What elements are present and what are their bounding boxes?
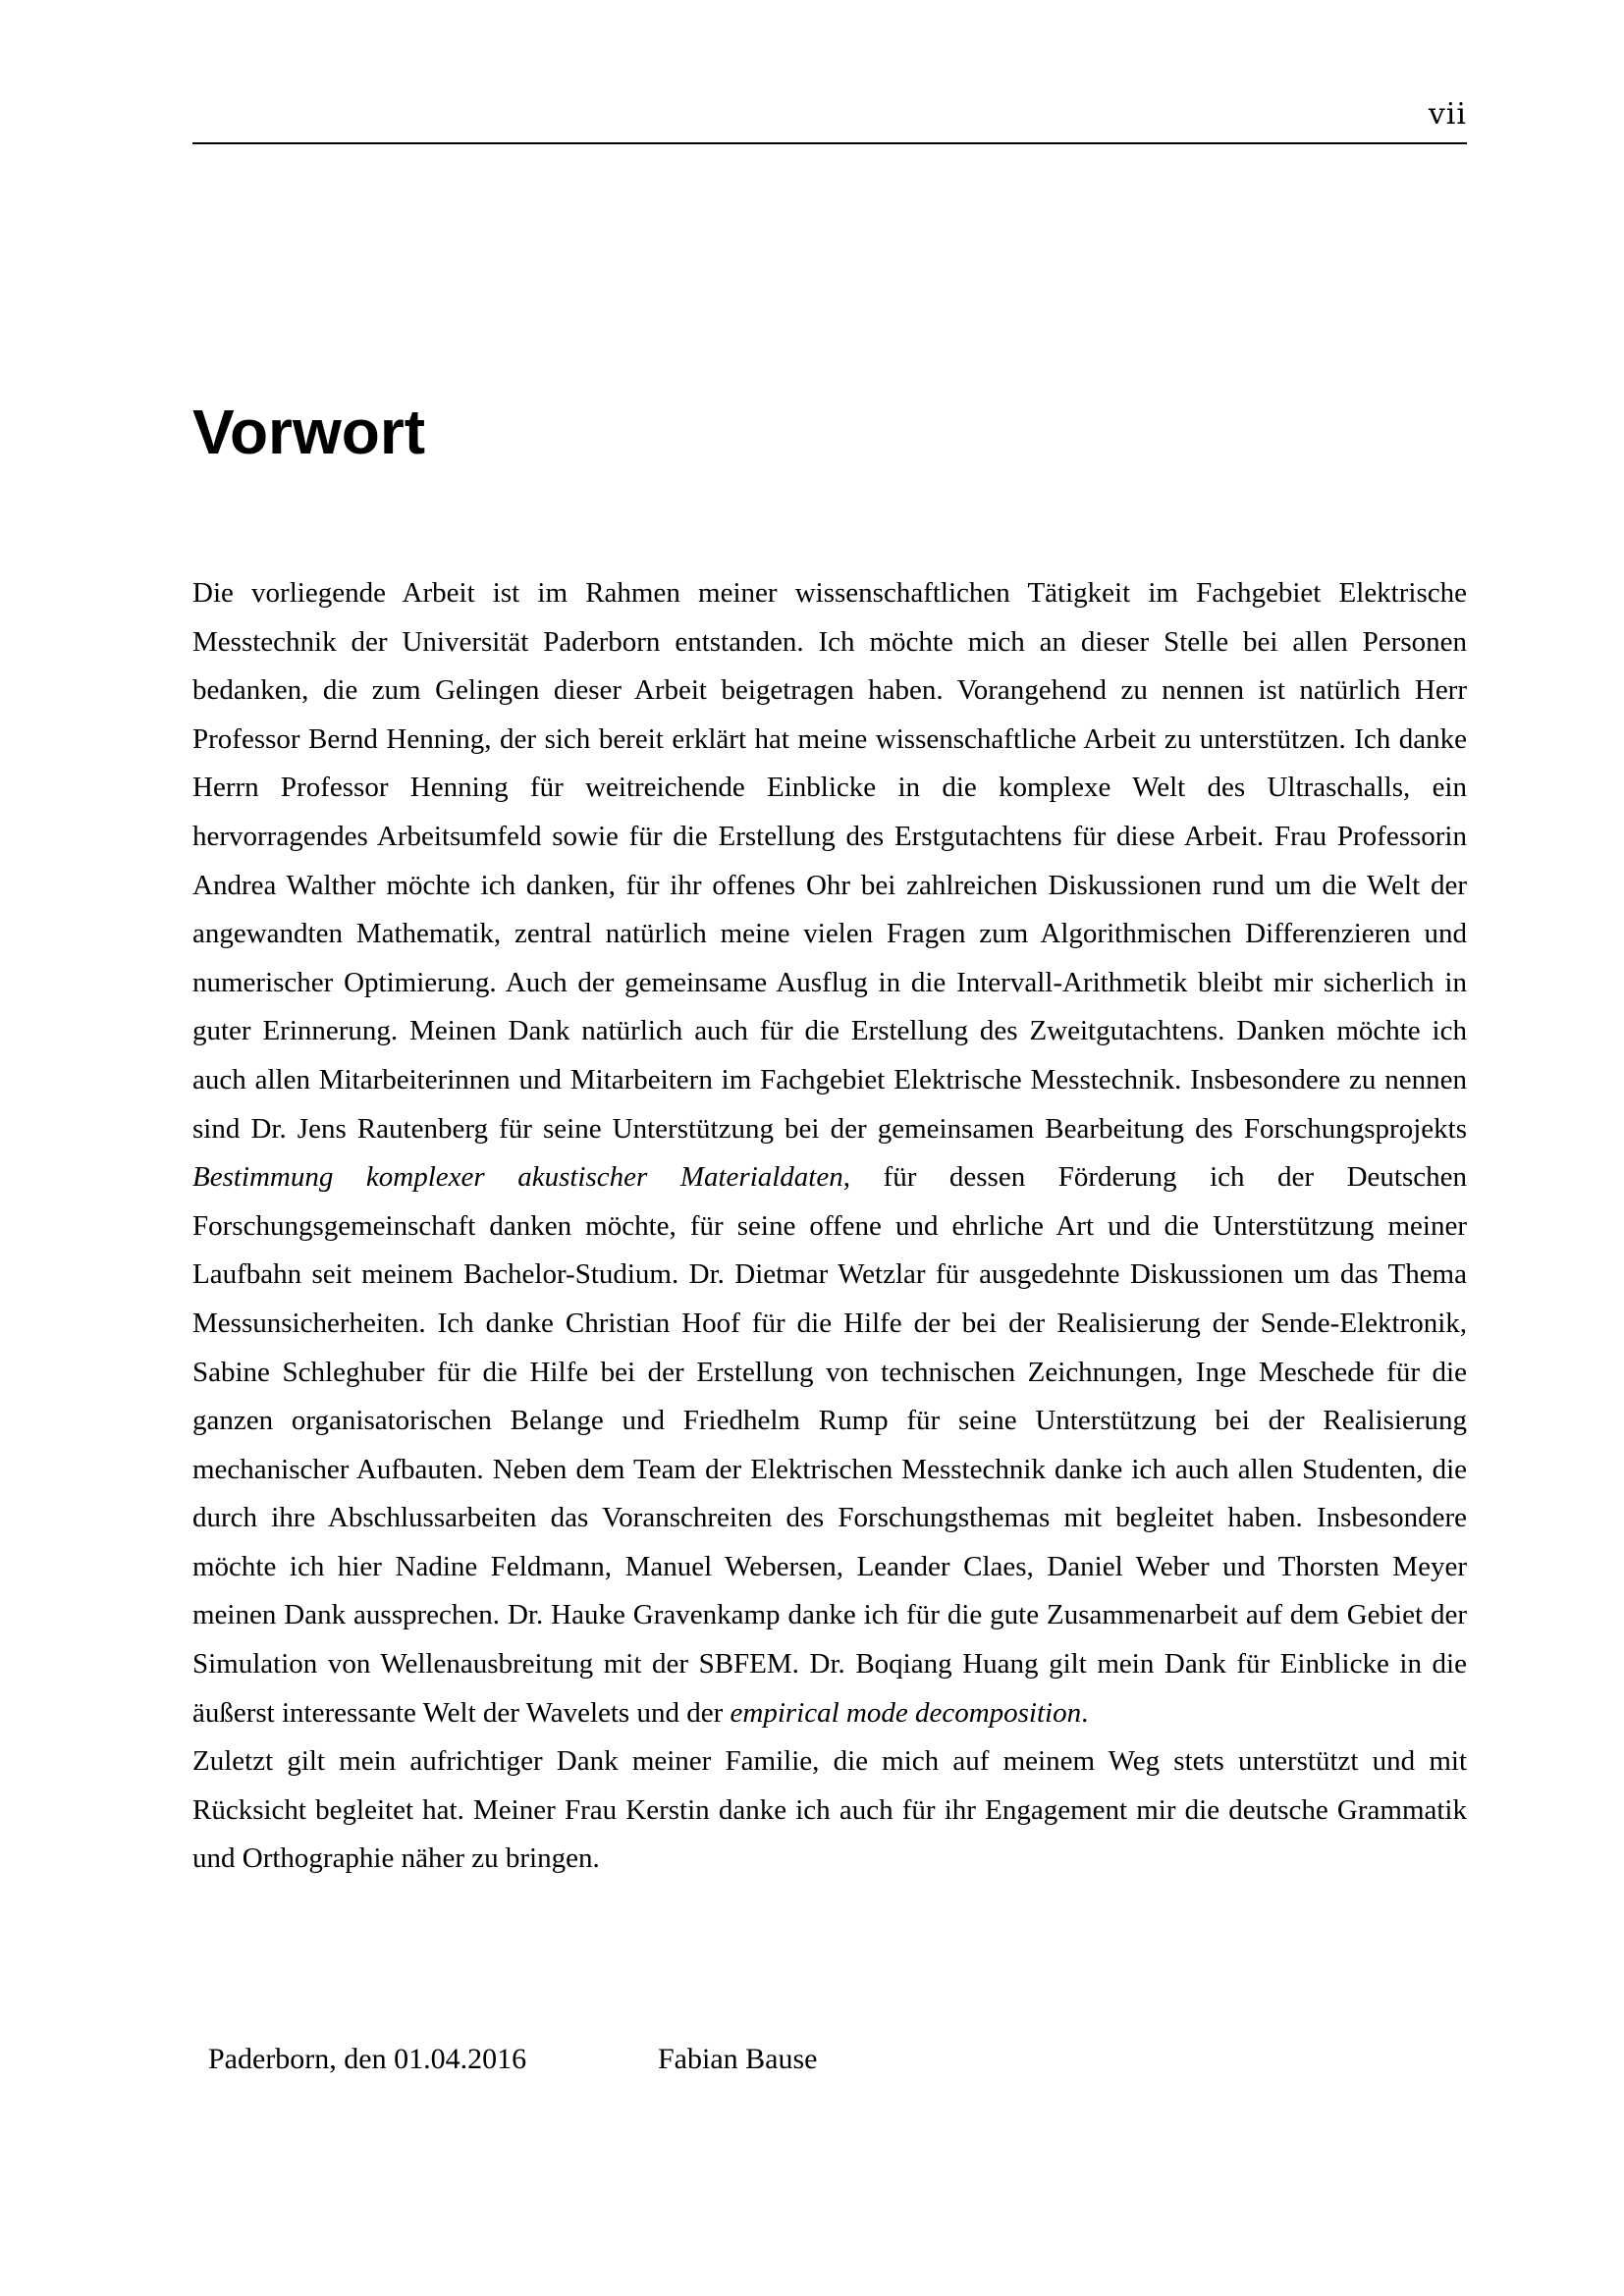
preface-text-part-1: Die vorliegende Arbeit ist im Rahmen meiner wissenschaftlichen Tätigkeit im Fachgebiet Elektrische Messtechnik der Universität Paderborn entstanden. Ich möchte mich an dieser Stelle bei allen Personen bedanken, die zum Gelingen dieser Arbeit beigetragen haben. Vorangehend zu nennen ist natürlich Herr Professor Bernd Henning, der sich bereit erklärt hat meine wissenschaftliche Arbeit zu unterstützen. Ich danke Herrn Professor Henning für weitreichende Einblicke in die komplexe Welt des Ultraschalls, ein hervorragendes Arbeitsumfeld sowie für die Erstellung des Erstgutachtens für diese Arbeit. Frau Professorin Andrea Walther möchte ich danken, für ihr offenes Ohr bei zahlreichen Diskussionen rund um die Welt der angewandten Mathematik, zentral natürlich meine vielen Fragen zum Algorithmischen Differenzieren und numerischer Optimierung. Auch der gemeinsame Ausflug in die Intervall-Arithmetik bleibt mir sicherlich in guter Erinnerung. Meinen Dank natürlich auch für die Erstellung des Zweitgutachtens. Danken möchte ich auch allen Mitarbeiterinnen und Mitarbeitern im Fachgebiet Elektrische Messtechnik. Insbesondere zu nennen sind Dr. Jens Rautenberg für seine Unterstützung bei der gemeinsamen Bearbeitung des Forschungsprojekts [192, 577, 1467, 1145]
header-rule [192, 142, 1467, 144]
project-title-italic: Bestimmung komplexer akustischer Materialdaten [192, 1161, 843, 1194]
signature-place-date: Paderborn, den 01.04.2016 [208, 2043, 527, 2075]
page-number: vii [1428, 97, 1467, 132]
chapter-title: Vorwort [192, 397, 426, 467]
emd-term-italic: empirical mode decomposition [730, 1696, 1082, 1729]
preface-text-part-4: Zuletzt gilt mein aufrichtiger Dank meiner Familie, die mich auf meinem Weg stets unterstützt und mit Rücksicht begleitet hat. Meiner Frau Kerstin danke ich auch für ihr Engagement mir die deutsche Grammatik und Orthographie näher zu bringen. [192, 1745, 1467, 1875]
preface-text-part-3: . [1081, 1696, 1089, 1729]
preface-text-part-2: , für dessen Förderung ich der Deutschen Forschungsgemeinschaft danken möchte, für seine offene und ehrliche Art und die Unterstützung meiner Laufbahn seit meinem Bachelor-Studium. Dr. Dietmar Wetzlar für ausgedehnte Diskussionen um das Thema Messunsicherheiten. Ich danke Christian Hoof für die Hilfe der bei der Realisierung der Sende-Elektronik, Sabine Schleghuber für die Hilfe bei der Erstellung von technischen Zeichnungen, Inge Meschede für die ganzen organisatorischen Belange und Friedhelm Rump für seine Unterstützung bei der Realisierung mechanischer Aufbauten. Neben dem Team der Elektrischen Messtechnik danke ich auch allen Studenten, die durch ihre Abschlussarbeiten das Voranschreiten des Forschungsthemas mit begleitet haben. Insbesondere möchte ich hier Nadine Feldmann, Manuel Webersen, Leander Claes, Daniel Weber und Thorsten Meyer meinen Dank aussprechen. Dr. Hauke Gravenkamp danke ich für die gute Zusammenarbeit auf dem Gebiet der Simulation von Wellenausbreitung mit der SBFEM. Dr. Boqiang Huang gilt mein Dank für Einblicke in die äußerst interessante Welt der Wavelets und der [192, 1161, 1467, 1729]
signature-name: Fabian Bause [658, 2043, 818, 2075]
preface-paragraph [192, 569, 1467, 1884]
